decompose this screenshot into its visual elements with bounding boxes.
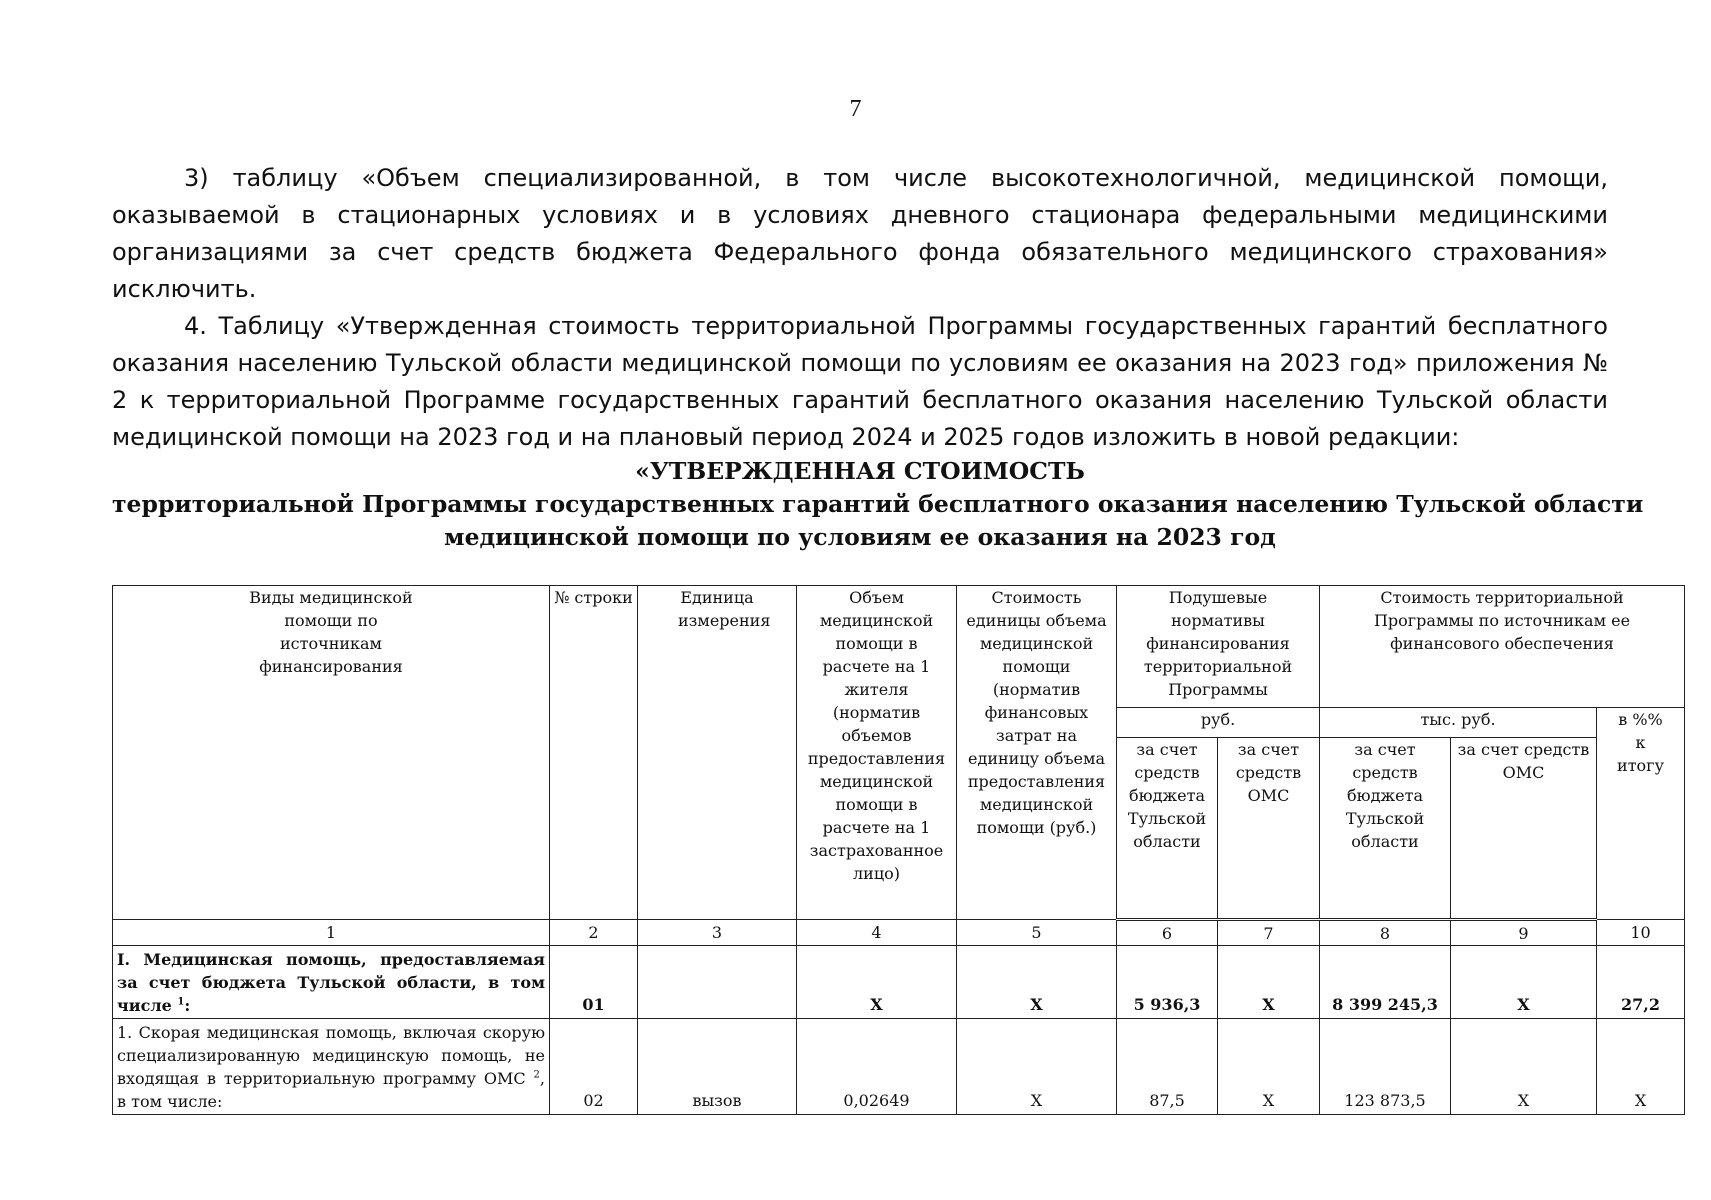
- header-program-cost-group: Стоимость территориальной Программы по источникам ее финансового обеспечения: [1320, 586, 1685, 708]
- column-number-3: 3: [638, 920, 797, 946]
- header-per-capita-budget: за счет средств бюджета Тульской области: [1117, 738, 1218, 920]
- column-number-4: 4: [797, 920, 957, 946]
- row-1-cost-budget: 8 399 245,3: [1320, 946, 1451, 1019]
- column-number-7: 7: [1218, 920, 1320, 946]
- row-1-percent: 27,2: [1597, 946, 1685, 1019]
- column-number-2: 2: [550, 920, 638, 946]
- header-unit: Единица измерения: [638, 586, 797, 920]
- header-line-number: № строки: [550, 586, 638, 920]
- header-kinds-of-care: Виды медицинской помощи по источникам финансирования: [113, 586, 550, 920]
- header-per-capita-oms: за счет средств ОМС: [1218, 738, 1320, 920]
- header-volume: Объем медицинской помощи в расчете на 1 жителя (норматив объемов предоставления медицинской помощи в расчете на 1 застрахованное лицо): [797, 586, 957, 920]
- table-title: [112, 455, 1644, 554]
- row-2-percent: X: [1597, 1019, 1685, 1115]
- footnote-2: 2: [533, 1069, 540, 1081]
- header-unit-cost: Стоимость единицы объема медицинской помощи (норматив финансовых затрат на единицу объема предоставления медицинской помощи (руб.): [957, 586, 1117, 920]
- column-number-9: 9: [1451, 920, 1597, 946]
- table-row: [113, 1019, 1685, 1115]
- header-per-capita-group: Подушевые нормативы финансирования территориальной Программы: [1117, 586, 1320, 708]
- table-row: [113, 946, 1685, 1019]
- header-cost-budget: за счет средств бюджета Тульской области: [1320, 738, 1451, 920]
- column-number-8: 8: [1320, 920, 1451, 946]
- title-line-1: «УТВЕРЖДЕННАЯ СТОИМОСТЬ: [635, 457, 1085, 485]
- page-number: 7: [849, 96, 862, 122]
- row-2-unit-cost: X: [957, 1019, 1117, 1115]
- column-number-5: 5: [957, 920, 1117, 946]
- row-2-volume: 0,02649: [797, 1019, 957, 1115]
- row-2-per-capita-oms: X: [1218, 1019, 1320, 1115]
- row-1-per-capita-oms: X: [1218, 946, 1320, 1019]
- footnote-1: 1: [177, 996, 185, 1008]
- row-2-name: 1. Скорая медицинская помощь, включая скорую специализированную медицинскую помощь, не входящая в территориальную программу ОМС $^2$, в том числе:: [113, 1019, 550, 1115]
- cost-table: [112, 585, 1685, 1115]
- paragraph-3: 3) таблицу «Объем специализированной, в том числе высокотехнологичной, медицинской помощи, оказываемой в стационарных условиях и в условиях дневного стационара федеральными медицинскими организациями за счет средств бюджета Федерального фонда обязательного медицинского страхования» исключить.: [112, 164, 1608, 303]
- row-2-line: 02: [550, 1019, 638, 1115]
- row-1-unit: [638, 946, 797, 1019]
- row-1-cost-oms: X: [1451, 946, 1597, 1019]
- header-thousand-rub: тыс. руб.: [1320, 708, 1597, 738]
- paragraph-4: 4. Таблицу «Утвержденная стоимость территориальной Программы государственных гарантий бесплатного оказания населению Тульской области медицинской помощи по условиям ее оказания на 2023 год» приложения № 2 к территориальной Программе государственных гарантий бесплатного оказания населению Тульской области медицинской помощи на 2023 год и на плановый период 2024 и 2025 годов изложить в новой редакции:: [112, 312, 1608, 451]
- row-1-volume: X: [797, 946, 957, 1019]
- row-1-line: 01: [550, 946, 638, 1019]
- column-numbers-row: [113, 920, 1685, 946]
- body-text: [112, 160, 1608, 456]
- row-2-unit: вызов: [638, 1019, 797, 1115]
- title-line-2: территориальной Программы государственных гарантий бесплатного оказания населению Тульской области: [112, 490, 1644, 518]
- column-number-10: 10: [1597, 920, 1685, 946]
- column-number-1: 1: [113, 920, 550, 946]
- row-2-cost-oms: X: [1451, 1019, 1597, 1115]
- column-number-6: 6: [1117, 920, 1218, 946]
- row-1-name: I. Медицинская помощь, предоставляемая за счет бюджета Тульской области, в том числе $^1$:: [113, 946, 550, 1019]
- header-rub: руб.: [1117, 708, 1320, 738]
- row-1-unit-cost: X: [957, 946, 1117, 1019]
- header-cost-oms: за счет средств ОМС: [1451, 738, 1597, 920]
- row-2-cost-budget: 123 873,5: [1320, 1019, 1451, 1115]
- header-percent: в %% к итогу: [1597, 708, 1685, 920]
- title-line-3: медицинской помощи по условиям ее оказания на 2023 год: [444, 523, 1276, 551]
- row-2-per-capita-budget: 87,5: [1117, 1019, 1218, 1115]
- row-1-per-capita-budget: 5 936,3: [1117, 946, 1218, 1019]
